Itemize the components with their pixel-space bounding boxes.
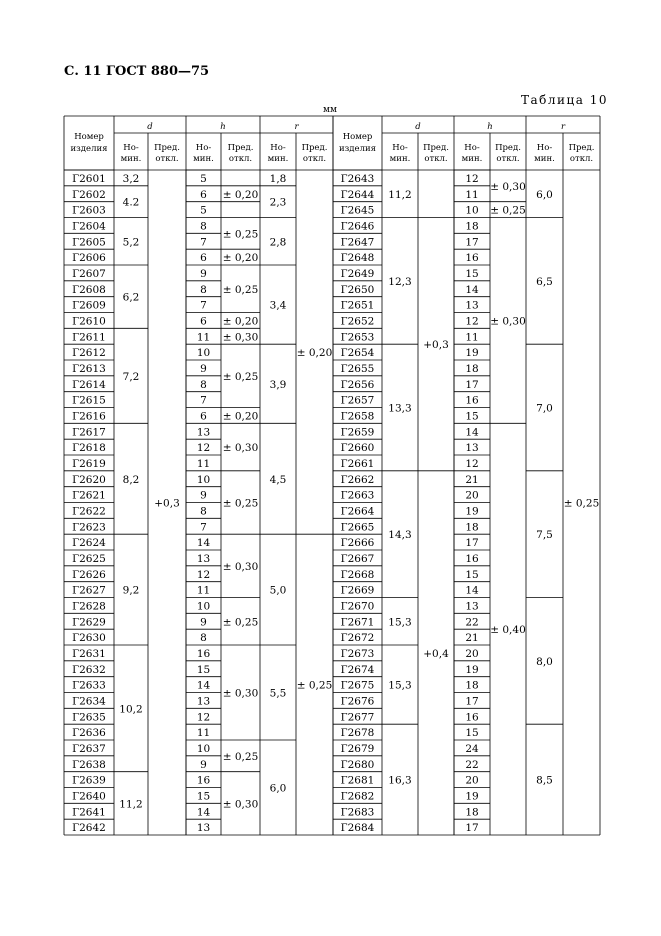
item-number-cell: Г2642 [72, 822, 106, 835]
header-nominal: мин. [389, 154, 411, 164]
h-nominal-cell: 7 [200, 521, 207, 534]
h-nominal-cell: 16 [196, 774, 211, 787]
header-nominal: Но- [464, 143, 480, 153]
h-nominal-cell: 8 [200, 505, 207, 518]
item-number-cell: Г2605 [72, 236, 106, 249]
h-nominal-cell: 20 [465, 647, 479, 660]
item-number-cell: Г2684 [340, 822, 375, 835]
h-nominal-cell: 15 [465, 410, 479, 423]
units-label: мм [323, 105, 338, 115]
h-nominal-cell: 10 [196, 742, 211, 755]
d-nom-cell: 12,3 [388, 275, 412, 288]
item-number-cell: Г2604 [72, 220, 106, 233]
item-number-cell: Г2635 [72, 711, 106, 724]
item-number-cell: Г2607 [72, 267, 106, 280]
h-nominal-cell: 18 [465, 521, 479, 534]
item-number-cell: Г2669 [340, 584, 375, 597]
h-nominal-cell: 7 [200, 299, 207, 312]
h-nominal-cell: 6 [200, 410, 207, 423]
h-nominal-cell: 5 [200, 172, 207, 185]
h-nominal-cell: 14 [196, 806, 211, 819]
item-number-cell: Г2630 [72, 632, 106, 645]
h-nominal-cell: 18 [465, 679, 479, 692]
h-nominal-cell: 8 [200, 632, 207, 645]
item-number-cell: Г2619 [72, 457, 106, 470]
r-dev-cell: ± 0,25 [296, 679, 333, 692]
h-nominal-cell: 12 [196, 442, 211, 455]
item-number-cell: Г2646 [340, 220, 375, 233]
item-number-cell: Г2650 [340, 283, 375, 296]
h-nominal-cell: 8 [200, 378, 207, 391]
item-number-cell: Г2648 [340, 252, 375, 265]
h-nominal-cell: 13 [196, 552, 211, 565]
item-number-cell: Г2652 [340, 315, 375, 328]
h-nominal-cell: 21 [465, 473, 479, 486]
d-dev-cell: +0,3 [423, 339, 449, 352]
header-r: r [560, 122, 566, 132]
item-number-cell: Г2606 [72, 252, 106, 265]
item-number-cell: Г2612 [72, 347, 106, 360]
h-nominal-cell: 13 [196, 695, 211, 708]
item-number-cell: Г2614 [72, 378, 106, 391]
h-nominal-cell: 19 [465, 347, 479, 360]
item-number-cell: Г2660 [340, 442, 375, 455]
h-dev-cell: ± 0,25 [222, 750, 259, 763]
d-nom-cell: 11,2 [119, 798, 143, 811]
item-number-cell: Г2626 [72, 568, 106, 581]
item-number-cell: Г2620 [72, 473, 106, 486]
header-deviation: откл. [424, 154, 448, 164]
h-nominal-cell: 21 [465, 632, 479, 645]
item-number-cell: Г2657 [340, 394, 375, 407]
h-nominal-cell: 15 [465, 727, 479, 740]
item-number-cell: Г2617 [72, 426, 106, 439]
h-nominal-cell: 16 [196, 647, 211, 660]
item-number-cell: Г2631 [72, 647, 106, 660]
h-dev-cell: ± 0,20 [222, 188, 259, 201]
h-nominal-cell: 15 [196, 663, 211, 676]
h-nominal-cell: 11 [465, 188, 479, 201]
item-number-cell: Г2666 [340, 537, 375, 550]
d-nom-cell: 15,3 [388, 679, 412, 692]
d-nom-cell: 9,2 [122, 584, 140, 597]
header-deviation: Пред. [423, 143, 449, 153]
h-nominal-cell: 10 [465, 204, 479, 217]
d-dev-cell: +0,3 [154, 497, 180, 510]
header-h: h [487, 122, 493, 132]
h-nominal-cell: 6 [200, 188, 207, 201]
d-nom-cell: 7,2 [122, 370, 140, 383]
h-nominal-cell: 16 [465, 394, 479, 407]
item-number-cell: Г2658 [340, 410, 375, 423]
d-nom-cell: 3,2 [122, 172, 140, 185]
h-nominal-cell: 7 [200, 236, 207, 249]
item-number-cell: Г2665 [340, 521, 375, 534]
header-r: r [294, 122, 299, 132]
h-dev-cell: ± 0,20 [222, 252, 259, 265]
r-nom-cell: 5,5 [269, 687, 287, 700]
h-nominal-cell: 9 [200, 758, 207, 771]
item-number-cell: Г2645 [340, 204, 375, 217]
h-nominal-cell: 12 [465, 457, 479, 470]
item-number-cell: Г2644 [340, 188, 375, 201]
d-nom-cell: 6,2 [122, 291, 140, 304]
header-nominal: Но- [392, 143, 408, 153]
item-number-cell: Г2609 [72, 299, 106, 312]
table-label: Таблица 10 [521, 93, 608, 107]
header-d: d [147, 122, 153, 132]
item-number-cell: Г2673 [340, 647, 375, 660]
h-nominal-cell: 16 [465, 552, 479, 565]
h-nominal-cell: 14 [196, 679, 211, 692]
d-nom-cell: 8,2 [122, 473, 140, 486]
page-title: С. 11 ГОСТ 880—75 [64, 64, 210, 79]
item-number-cell: Г2653 [340, 331, 375, 344]
h-nominal-cell: 22 [465, 758, 479, 771]
item-number-cell: Г2633 [72, 679, 106, 692]
h-dev-cell: ± 0,25 [490, 204, 526, 217]
d-dev-cell: +0,4 [423, 647, 449, 660]
header-deviation: Пред. [227, 143, 254, 153]
h-dev-cell: ± 0,25 [222, 616, 259, 629]
header-nominal: мин. [120, 154, 142, 164]
item-number-cell: Г2640 [72, 790, 106, 803]
h-nominal-cell: 11 [196, 457, 211, 470]
item-number-cell: Г2632 [72, 663, 106, 676]
item-number-cell: Г2616 [72, 410, 106, 423]
r-nom-cell: 6,5 [536, 275, 553, 288]
header-nominal: Но- [123, 143, 139, 153]
r-nom-cell: 2,3 [269, 196, 287, 209]
d-nom-cell: 16,3 [388, 774, 412, 787]
h-nominal-cell: 17 [465, 378, 479, 391]
r-nom-cell: 2,8 [269, 236, 287, 249]
h-nominal-cell: 12 [196, 711, 211, 724]
header-deviation: Пред. [301, 143, 328, 153]
item-number-cell: Г2675 [340, 679, 375, 692]
item-number-cell: Г2637 [72, 742, 106, 755]
h-nominal-cell: 19 [465, 505, 479, 518]
h-nominal-cell: 9 [200, 489, 207, 502]
h-nominal-cell: 20 [465, 489, 479, 502]
h-nominal-cell: 17 [465, 236, 479, 249]
h-nominal-cell: 8 [200, 220, 207, 233]
r-dev-cell: ± 0,25 [563, 497, 600, 510]
item-number-cell: Г2622 [72, 505, 106, 518]
h-nominal-cell: 9 [200, 362, 207, 375]
h-nominal-cell: 13 [196, 426, 211, 439]
h-nominal-cell: 11 [196, 331, 211, 344]
item-number-cell: Г2636 [72, 727, 106, 740]
header-nominal: мин. [193, 154, 214, 164]
h-nominal-cell: 10 [196, 600, 211, 613]
item-number-cell: Г2654 [340, 347, 375, 360]
header-d: d [415, 122, 421, 132]
h-dev-cell: ± 0,30 [222, 798, 259, 811]
item-number-cell: Г2681 [340, 774, 375, 787]
h-nominal-cell: 14 [465, 584, 479, 597]
h-nominal-cell: 11 [465, 331, 479, 344]
item-number-cell: Г2678 [340, 727, 375, 740]
header-item-number: Номер [342, 132, 373, 142]
header-deviation: откл. [228, 154, 253, 164]
h-nominal-cell: 10 [196, 473, 211, 486]
header-nominal: Но- [270, 143, 286, 153]
h-nominal-cell: 13 [196, 822, 211, 835]
item-number-cell: Г2634 [72, 695, 106, 708]
item-number-cell: Г2651 [340, 299, 375, 312]
header-deviation: откл. [496, 154, 520, 164]
r-dev-cell: ± 0,20 [296, 347, 333, 360]
item-number-cell: Г2680 [340, 758, 375, 771]
h-nominal-cell: 18 [465, 806, 479, 819]
header-nominal: Но- [195, 143, 212, 153]
r-nom-cell: 3,4 [269, 299, 287, 312]
item-number-cell: Г2647 [340, 236, 375, 249]
item-number-cell: Г2608 [72, 283, 106, 296]
h-nominal-cell: 12 [196, 568, 211, 581]
r-nom-cell: 5,0 [269, 584, 287, 597]
h-nominal-cell: 19 [465, 663, 479, 676]
h-nominal-cell: 11 [196, 584, 211, 597]
item-number-cell: Г2618 [72, 442, 106, 455]
header-item-number: изделия [70, 144, 108, 154]
h-dev-cell: ± 0,25 [222, 228, 259, 241]
h-nominal-cell: 18 [465, 362, 479, 375]
item-number-cell: Г2602 [72, 188, 106, 201]
h-nominal-cell: 17 [465, 822, 479, 835]
header-nominal: мин. [267, 154, 289, 164]
r-nom-cell: 6,0 [536, 188, 553, 201]
item-number-cell: Г2671 [340, 616, 375, 629]
h-nominal-cell: 9 [200, 616, 207, 629]
r-nom-cell: 4,5 [269, 473, 287, 486]
h-nominal-cell: 13 [465, 299, 479, 312]
h-nominal-cell: 24 [465, 742, 479, 755]
item-number-cell: Г2643 [340, 172, 375, 185]
h-nominal-cell: 17 [465, 537, 479, 550]
h-dev-cell: ± 0,30 [222, 442, 259, 455]
h-dev-cell: ± 0,30 [222, 331, 259, 344]
h-nominal-cell: 7 [200, 394, 207, 407]
header-h: h [220, 122, 226, 132]
r-nom-cell: 7,5 [536, 529, 553, 542]
item-number-cell: Г2603 [72, 204, 106, 217]
h-nominal-cell: 15 [465, 568, 479, 581]
r-nom-cell: 8,5 [536, 774, 553, 787]
item-number-cell: Г2627 [72, 584, 106, 597]
r-nom-cell: 6,0 [269, 782, 287, 795]
h-nominal-cell: 19 [465, 790, 479, 803]
item-number-cell: Г2672 [340, 632, 375, 645]
h-dev-cell: ± 0,30 [490, 315, 526, 328]
item-number-cell: Г2664 [340, 505, 375, 518]
h-nominal-cell: 14 [196, 537, 211, 550]
header-nominal: Но- [536, 143, 553, 153]
h-nominal-cell: 16 [465, 252, 479, 265]
h-dev-cell: ± 0,40 [490, 624, 526, 637]
item-number-cell: Г2615 [72, 394, 106, 407]
h-nominal-cell: 14 [465, 426, 479, 439]
header-deviation: откл. [569, 154, 594, 164]
item-number-cell: Г2656 [340, 378, 375, 391]
item-number-cell: Г2662 [340, 473, 375, 486]
h-nominal-cell: 16 [465, 711, 479, 724]
item-number-cell: Г2611 [72, 331, 106, 344]
d-nom-cell: 14,3 [388, 529, 412, 542]
h-dev-cell: ± 0,30 [222, 560, 259, 573]
d-nom-cell: 13,3 [388, 402, 412, 415]
header-deviation: откл. [155, 154, 179, 164]
d-nom-cell: 11,2 [388, 188, 412, 201]
item-number-cell: Г2682 [340, 790, 375, 803]
item-number-cell: Г2613 [72, 362, 106, 375]
h-dev-cell: ± 0,30 [490, 180, 526, 193]
header-deviation: Пред. [495, 143, 521, 153]
h-nominal-cell: 8 [200, 283, 207, 296]
h-nominal-cell: 6 [200, 252, 207, 265]
item-number-cell: Г2659 [340, 426, 375, 439]
item-number-cell: Г2667 [340, 552, 375, 565]
h-nominal-cell: 22 [465, 616, 479, 629]
h-nominal-cell: 13 [465, 600, 479, 613]
item-number-cell: Г2638 [72, 758, 106, 771]
item-number-cell: Г2625 [72, 552, 106, 565]
item-number-cell: Г2677 [340, 711, 375, 724]
item-number-cell: Г2674 [340, 663, 375, 676]
item-number-cell: Г2629 [72, 616, 106, 629]
header-nominal: мин. [461, 154, 483, 164]
r-nom-cell: 7,0 [536, 402, 553, 415]
h-nominal-cell: 10 [196, 347, 211, 360]
d-nom-cell: 10,2 [119, 703, 143, 716]
item-number-cell: Г2663 [340, 489, 375, 502]
h-nominal-cell: 20 [465, 774, 479, 787]
header-deviation: Пред. [154, 143, 180, 153]
header-nominal: мин. [534, 154, 555, 164]
r-nom-cell: 8,0 [536, 655, 553, 668]
item-number-cell: Г2655 [340, 362, 375, 375]
h-dev-cell: ± 0,25 [222, 370, 259, 383]
item-number-cell: Г2639 [72, 774, 106, 787]
item-number-cell: Г2679 [340, 742, 375, 755]
h-nominal-cell: 15 [465, 267, 479, 280]
item-number-cell: Г2624 [72, 537, 106, 550]
item-number-cell: Г2649 [340, 267, 375, 280]
h-nominal-cell: 17 [465, 695, 479, 708]
item-number-cell: Г2641 [72, 806, 106, 819]
header-item-number: Номер [74, 132, 104, 142]
d-nom-cell: 4.2 [122, 196, 140, 209]
header-deviation: откл. [302, 154, 327, 164]
item-number-cell: Г2670 [340, 600, 375, 613]
h-dev-cell: ± 0,25 [222, 497, 259, 510]
h-nominal-cell: 6 [200, 315, 207, 328]
item-number-cell: Г2668 [340, 568, 375, 581]
h-dev-cell: ± 0,30 [222, 687, 259, 700]
h-dev-cell: ± 0,20 [222, 410, 259, 423]
h-nominal-cell: 15 [196, 790, 211, 803]
item-number-cell: Г2610 [72, 315, 106, 328]
item-number-cell: Г2623 [72, 521, 106, 534]
item-number-cell: Г2683 [340, 806, 375, 819]
h-nominal-cell: 9 [200, 267, 207, 280]
h-nominal-cell: 13 [465, 442, 479, 455]
h-dev-cell: ± 0,25 [222, 283, 259, 296]
r-nom-cell: 3,9 [269, 378, 287, 391]
h-nominal-cell: 12 [465, 315, 479, 328]
r-nom-cell: 1,8 [269, 172, 287, 185]
item-number-cell: Г2676 [340, 695, 375, 708]
item-number-cell: Г2661 [340, 457, 375, 470]
h-dev-cell: ± 0,20 [222, 315, 259, 328]
h-nominal-cell: 14 [465, 283, 479, 296]
h-nominal-cell: 18 [465, 220, 479, 233]
item-number-cell: Г2628 [72, 600, 106, 613]
item-number-cell: Г2621 [72, 489, 106, 502]
header-item-number: изделия [339, 144, 376, 154]
h-nominal-cell: 12 [465, 172, 479, 185]
h-nominal-cell: 11 [196, 727, 211, 740]
header-deviation: Пред. [568, 143, 595, 153]
d-nom-cell: 15,3 [388, 616, 412, 629]
h-nominal-cell: 5 [200, 204, 207, 217]
item-number-cell: Г2601 [72, 172, 106, 185]
d-nom-cell: 5,2 [122, 236, 140, 249]
